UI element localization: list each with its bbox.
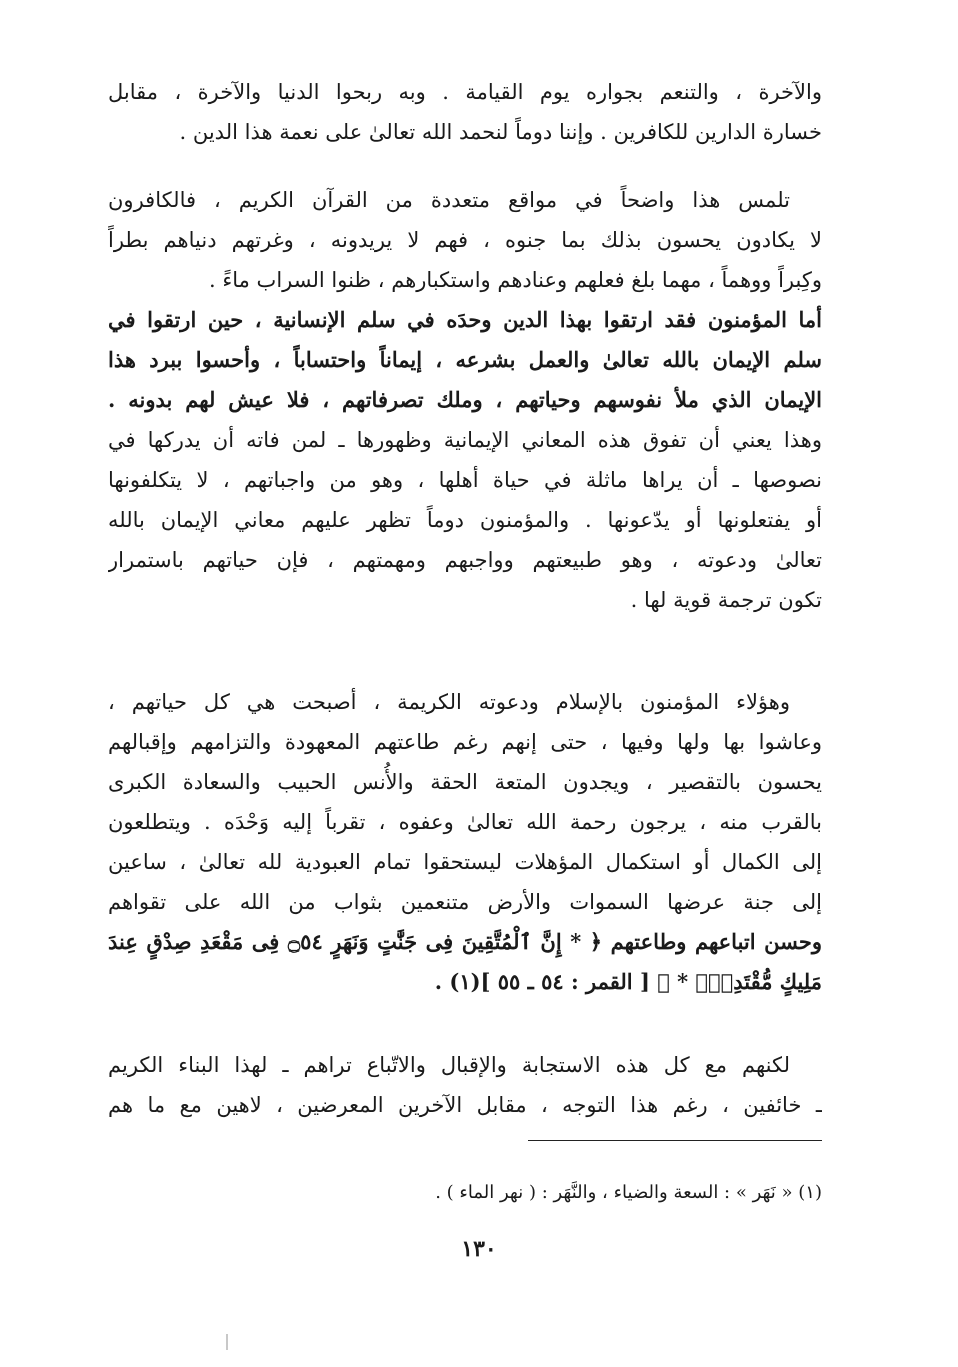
footnote-divider <box>528 1140 822 1141</box>
text-line: بالقرب منه ، يرجون رحمة الله تعالىٰ وعفوه ، تقرباً إليه وَحْدَه . ويتطلعون <box>108 810 822 834</box>
bold-text-line: الإيمان الذي ملأ نفوسهم وحياتهم ، وملك تصرفاتهم ، فلا عيش لهم بدونه . <box>108 387 822 412</box>
text-line: نصوصها ـ أن يراها ماثلة في حياة أهلها ، وهو من واجباتهم ، لا يتكلفونها <box>108 468 822 492</box>
text-line: إلى الكمال أو استكمال المؤهلات ليستحقوا تمام العبودية لله تعالىٰ ، ساعين <box>108 850 822 874</box>
text-line: لا يكادون يحسون بذلك بما جنوه ، فهم لا يريدونه ، وغرتهم دنياهم بطراً <box>108 228 822 252</box>
bold-text-line: أما المؤمنون فقد ارتقوا بهذا الدين وحدَه في سلم الإنسانية ، حين ارتقوا في <box>108 307 822 332</box>
paragraph-3 <box>108 682 822 1002</box>
text-line: خسارة الدارين للكافرين . وإننا دوماً لنحمد الله تعالىٰ على نعمة هذا الدين . <box>179 120 822 144</box>
text-line: أو يفتعلونها أو يدّعونها . والمؤمنون دوماً تظهر عليهم معاني الإيمان بالله <box>108 508 822 532</box>
text-line: إلى جنة عرضها السموات والأرض متنعمين بثواب من الله على تقواهم <box>108 890 822 914</box>
text-line: لكنهم مع كل هذه الاستجابة والإقبال والاتّباع تراهم ـ لهذا البناء الكريم <box>108 1053 790 1077</box>
bold-text-line: سلم الإيمان بالله تعالىٰ والعمل بشرعه ، إيماناً واحتساباً ، وأحسوا ببرد هذا <box>108 347 822 372</box>
paragraph-2 <box>108 180 822 620</box>
paragraph-4 <box>108 1045 822 1125</box>
text-line: وعاشوا بها ولها وفيها ، حتى إنهم رغم طاعتهم المعهودة والتزامهم وإقبالهم <box>108 730 822 754</box>
text-line: وهؤلاء المؤمنون بالإسلام ودعوته الكريمة ، أصبحت هي كل حياتهم ، <box>108 690 790 714</box>
quran-verse-line: وحسن اتباعهم وطاعتهم ﴿ * إِنَّ ٱلْمُتَّقِينَ فِى جَنَّٰتٍ وَنَهَرٍ ۝٥٤ فِى مَقْعَدِ صِدْقٍ عِندَ <box>108 929 822 954</box>
quran-verse-line: مَلِيكٍ مُّقْتَدِرٍۭ * ﴾ [ القمر : ٥٤ ـ ٥٥ ](١) . <box>434 969 822 994</box>
text-line: وكِبراً ووهماً ، مهما بلغ فعلهم وعنادهم واستكبارهم ، ظنوا السراب ماءً . <box>209 268 822 292</box>
text-line: وهذا يعني أن تفوق هذه المعاني الإيمانية وظهورها ـ لمن فاته أن يدركها في <box>108 428 822 452</box>
footnote: (١) « نَهَر » : السعة والضياء ، والنَّهَر : ( نهر الماء ) . <box>435 1182 822 1203</box>
text-line: تكون ترجمة قوية لها . <box>630 588 822 612</box>
text-line: يحسون بالتقصير ، ويجدون المتعة الحقة والأُنس الحبيب والسعادة الكبرى <box>108 770 822 794</box>
paragraph-1 <box>108 72 822 152</box>
text-line: تعالىٰ ودعوته ، وهو طبيعتهم وواجبهم ومهمتهم ، فإن حياتهم باستمرار <box>108 548 822 572</box>
text-line: تلمس هذا واضحاً في مواقع متعددة من القرآن الكريم ، فالكافرون <box>108 188 790 212</box>
scan-edge-mark <box>226 1334 228 1350</box>
text-line: ـ خائفين ، رغم هذا التوجه ، مقابل الآخرين المعرضين ، لاهين مع ما هم <box>108 1093 822 1117</box>
text-line: والآخرة ، والتنعم بجواره يوم القيامة . وبه ربحوا الدنيا والآخرة ، مقابل <box>108 80 822 104</box>
page-number: ١٣٠ <box>461 1236 497 1262</box>
